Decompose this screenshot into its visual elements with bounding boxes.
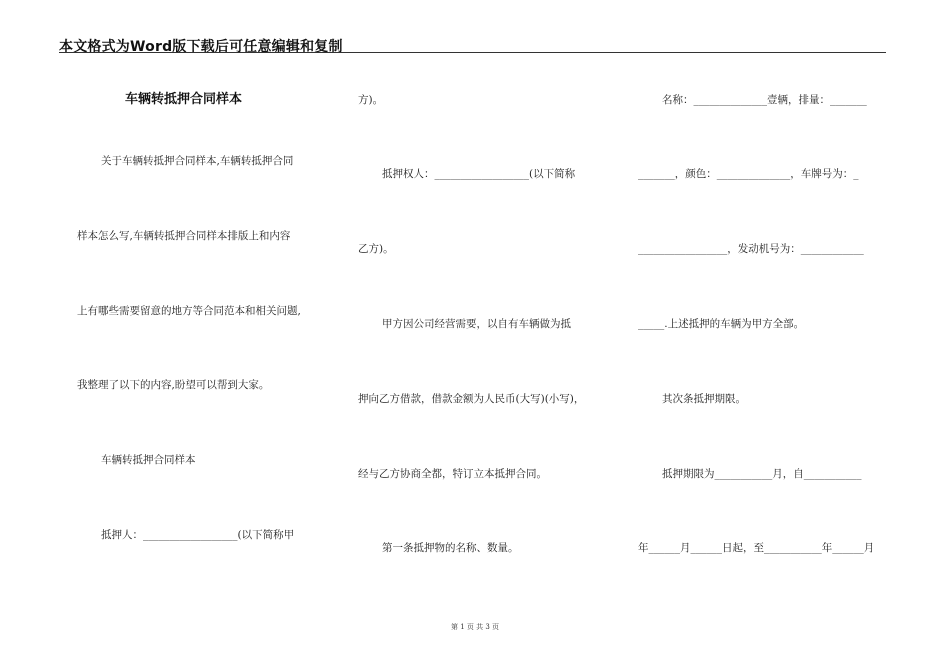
paragraph-line: 方)。 — [358, 94, 384, 106]
paragraph-line: _________________，发动机号为：____________ — [638, 243, 864, 255]
text-column-3 — [638, 0, 888, 672]
paragraph-line: 名称：______________壹辆，排量：_______ — [662, 94, 867, 106]
paragraph-line: 抵押期限为___________月，自___________ — [662, 468, 862, 480]
page-header: 本文格式为Word版下载后可任意编辑和复制 — [59, 39, 343, 55]
clause-heading: 其次条抵押期限。 — [662, 393, 746, 405]
section-heading: 车辆转抵押合同样本 — [101, 454, 196, 466]
paragraph-line: 押向乙方借款，借款金额为人民币(大写)(小写)， — [358, 393, 585, 405]
paragraph-line: _______，颜色：______________，车牌号为：_ — [638, 168, 859, 180]
document-title: 车辆转抵押合同样本 — [125, 92, 243, 107]
paragraph-line: 关于车辆转抵押合同样本,车辆转抵押合同 — [101, 155, 294, 167]
paragraph-line: 甲方因公司经营需要，以自有车辆做为抵 — [382, 318, 571, 330]
paragraph-line: _____.上述抵押的车辆为甲方全部。 — [638, 318, 805, 330]
page-number: 第 1 页 共 3 页 — [450, 623, 500, 631]
paragraph-line: 经与乙方协商全都，特订立本抵押合同。 — [358, 468, 547, 480]
text-column-2 — [358, 0, 613, 672]
paragraph-line: 乙方)。 — [358, 243, 394, 255]
paragraph-line: 上有哪些需要留意的地方等合同范本和相关问题, — [77, 305, 301, 317]
paragraph-line: 我整理了以下的内容,盼望可以帮到大家。 — [77, 379, 270, 391]
paragraph-line: 样本怎么写,车辆转抵押合同样本排版上和内容 — [77, 230, 291, 242]
clause-heading: 第一条抵押物的名称、数量。 — [382, 542, 519, 554]
paragraph-line: 抵押权人：__________________(以下简称 — [382, 168, 576, 180]
text-column-1 — [77, 0, 322, 672]
paragraph-line: 年______月______日起，至___________年______月 — [638, 542, 875, 554]
paragraph-line: 抵押人：__________________(以下简称甲 — [101, 529, 295, 541]
